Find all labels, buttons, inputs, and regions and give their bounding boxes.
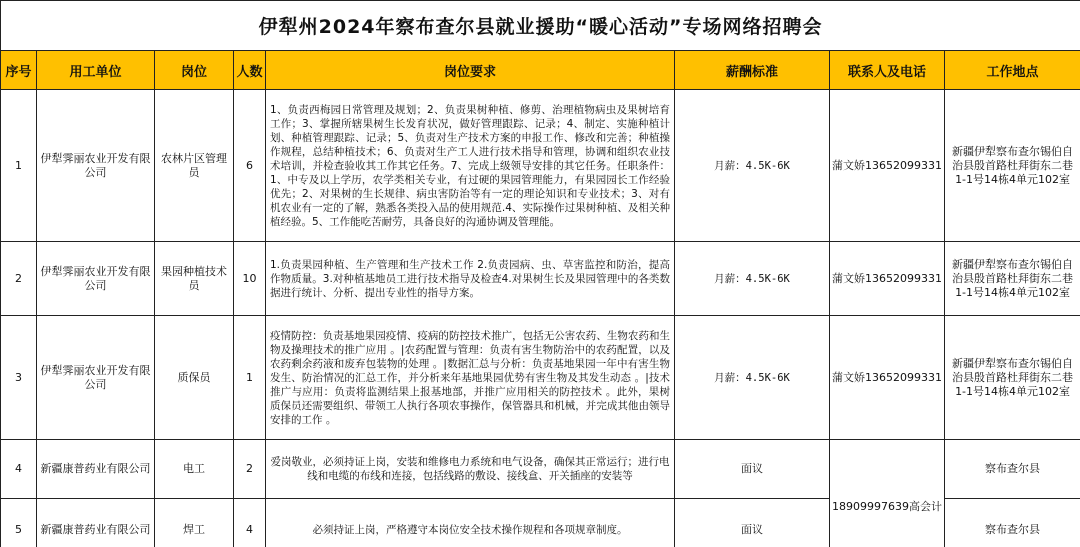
cell-salary: 月薪：4.5K-6K: [675, 242, 830, 316]
cell-requirements: 爱岗敬业，必须持证上岗，安装和维修电力系统和电气设备，确保其正常运行；进行电线和电缆的布线和连接，包括线路的敷设、接线盒、开关插座的安装等: [266, 440, 675, 499]
col-header-salary: 薪酬标准: [675, 51, 830, 90]
cell-location: 新疆伊犁察布查尔锡伯自治县殷首路杜拜街东二巷1-1号14栋4单元102室: [945, 242, 1080, 316]
cell-salary: 月薪：4.5K-6K: [675, 316, 830, 440]
cell-count: 6: [234, 90, 266, 242]
cell-no: 4: [1, 440, 37, 499]
cell-employer: 伊犁霁丽农业开发有限公司: [37, 90, 155, 242]
cell-position: 电工: [155, 440, 234, 499]
cell-position: 质保员: [155, 316, 234, 440]
cell-employer: 伊犁霁丽农业开发有限公司: [37, 242, 155, 316]
cell-position: 农林片区管理员: [155, 90, 234, 242]
cell-location: 新疆伊犁察布查尔锡伯自治县殷首路杜拜街东二巷1-1号14栋4单元102室: [945, 90, 1080, 242]
cell-location: 新疆伊犁察布查尔锡伯自治县殷首路杜拜街东二巷1-1号14栋4单元102室: [945, 316, 1080, 440]
col-header-requirements: 岗位要求: [266, 51, 675, 90]
cell-contact: 蒲文娇13652099331: [830, 90, 945, 242]
cell-requirements: 必须持证上岗，严格遵守本岗位安全技术操作规程和各项规章制度。: [266, 499, 675, 547]
cell-no: 2: [1, 242, 37, 316]
cell-employer: 伊犁霁丽农业开发有限公司: [37, 316, 155, 440]
page-title: 伊犁州2024年察布查尔县就业援助“暖心活动”专场网络招聘会: [1, 1, 1080, 51]
cell-position: 焊工: [155, 499, 234, 547]
col-header-employer: 用工单位: [37, 51, 155, 90]
cell-no: 3: [1, 316, 37, 440]
cell-requirements: 1、负责西梅园日常管理及规划；2、负责果树种植、修剪、治理植物病虫及果树培育工作；3、掌握所辖果树生长发育状况，做好管理跟踪、记录；4、制定、实施种植计划、种植管理跟踪、记录；5、负责对生产技术方案的申报工作、修改和完善；种植操作规程，总结种植技术；6、负责对生产工人进行技术指导和管理，协调和组织农业技术培训，并检查验收其工作其它任务。7、完成上级领导安排的其它任务。任职条件：1、中专及以上学历，农学类相关专业，有过硬的果园管理能力，有果园园长工作经验优先；2、对果树的生长规律、病虫害防治等有一定的理论知识和专业技术；3、对有机农业有一定的了解，熟悉各类投入品的使用规范.4、实际操作过果树种植、及相关种植经验。5、工作能吃苦耐劳，具备良好的沟通协调及管理能。: [266, 90, 675, 242]
cell-salary: 面议: [675, 440, 830, 499]
col-header-location: 工作地点: [945, 51, 1080, 90]
table-row: [1, 242, 1080, 316]
table-row: [1, 90, 1080, 242]
cell-employer: 新疆康普药业有限公司: [37, 440, 155, 499]
cell-no: 5: [1, 499, 37, 547]
col-header-contact: 联系人及电话: [830, 51, 945, 90]
cell-count: 1: [234, 316, 266, 440]
cell-employer: 新疆康普药业有限公司: [37, 499, 155, 547]
cell-contact: 蒲文娇13652099331: [830, 242, 945, 316]
cell-requirements: 1.负责果园种植、生产管理和生产技术工作 2.负责园病、虫、草害监控和防治，提高作物质量。3.对种植基地员工进行技术指导及检查4.对果树生长及果园管理中的各类数据进行统计、分析、提出专业性的指导方案。: [266, 242, 675, 316]
cell-count: 2: [234, 440, 266, 499]
cell-location: 察布查尔县: [945, 440, 1080, 499]
cell-position: 果园种植技术员: [155, 242, 234, 316]
col-header-count: 人数: [234, 51, 266, 90]
col-header-position: 岗位: [155, 51, 234, 90]
header-row: [1, 51, 1080, 90]
cell-count: 4: [234, 499, 266, 547]
cell-count: 10: [234, 242, 266, 316]
col-header-no: 序号: [1, 51, 37, 90]
cell-salary: 面议: [675, 499, 830, 547]
table-row: [1, 440, 1080, 499]
cell-requirements: 疫情防控：负责基地果园疫情、疫病的防控技术推广，包括无公害农药、生物农药和生物及操理技术的推广应用 。|农药配置与管理：负责有害生物防治中的农药配置，以及农药剩余药液和废弃包装物的处理 。|数据汇总与分析：负责基地果园一年中有害生物发生、防治情况的汇总工作，并分析来年基地果园优势有害生物及其发生动态 。|技术推广与应用：负责将监测结果上报基地部，并推广应用相关的防控技术 。此外，果树质保员还需要组织、带领工人执行各项农事操作，保管器具和机械，并完成其他由领导安排的工作 。: [266, 316, 675, 440]
cell-salary: 月薪：4.5K-6K: [675, 90, 830, 242]
table-row: [1, 316, 1080, 440]
cell-contact: 蒲文娇13652099331: [830, 316, 945, 440]
cell-contact: 18909997639高会计: [830, 440, 945, 547]
cell-location: 察布查尔县: [945, 499, 1080, 547]
cell-no: 1: [1, 90, 37, 242]
